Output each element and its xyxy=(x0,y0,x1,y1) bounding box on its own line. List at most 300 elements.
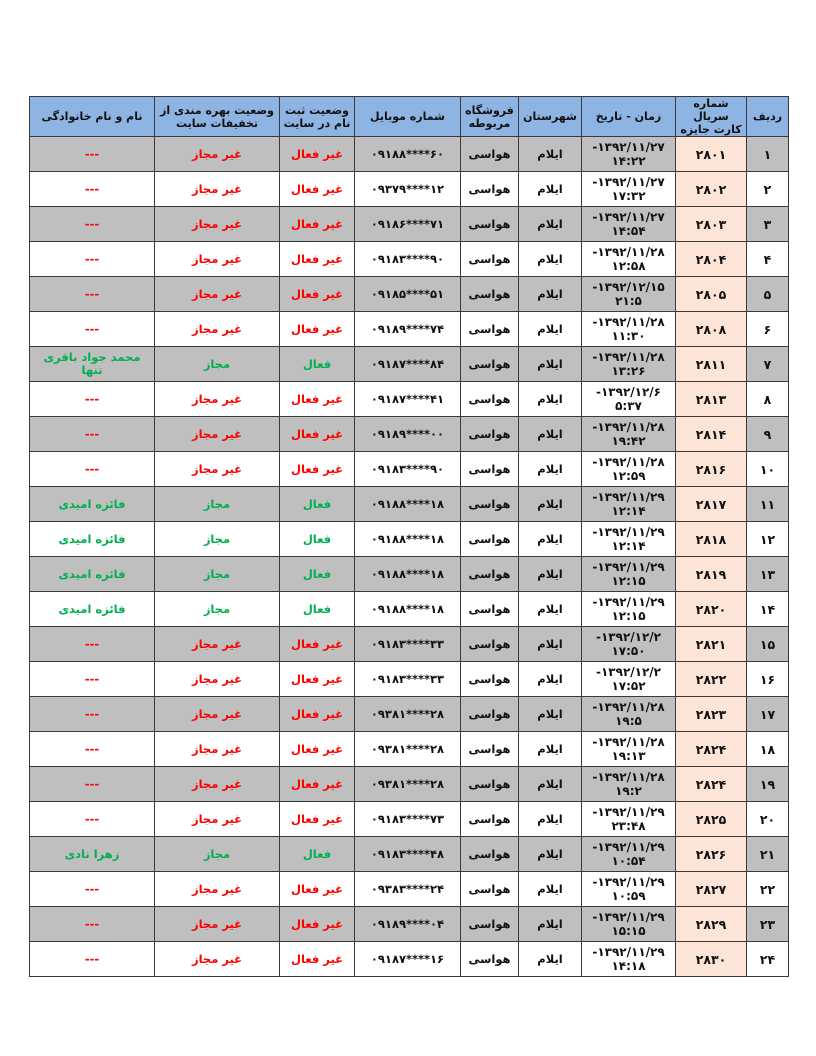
cell-mobile: ۰۹۱۸۹****۰۴ xyxy=(355,907,461,942)
cell-full-name: فائزه امیدی xyxy=(30,557,155,592)
cell-date: ۱۳۹۲/۱۱/۲۷- xyxy=(592,210,665,224)
cell-serial: ۲۸۱۹ xyxy=(676,557,747,592)
cell-registration-status: فعال xyxy=(280,837,355,872)
cell-serial: ۲۸۲۰ xyxy=(676,592,747,627)
cell-store: هواسی xyxy=(461,907,519,942)
cell-mobile: ۰۹۱۸۳****۷۳ xyxy=(355,802,461,837)
cell-time: ۱۳:۲۶ xyxy=(611,364,646,378)
cell-datetime xyxy=(582,312,676,347)
cell-full-name: فائزه امیدی xyxy=(30,592,155,627)
cell-mobile: ۰۹۳۷۹****۱۲ xyxy=(355,172,461,207)
cell-registration-status: غیر فعال xyxy=(280,627,355,662)
cell-time: ۱۷:۳۲ xyxy=(611,189,646,203)
cell-city: ایلام xyxy=(519,277,582,312)
cell-benefit-status: غیر مجاز xyxy=(155,452,280,487)
cell-date: ۱۳۹۲/۱۱/۲۹- xyxy=(592,840,665,854)
cell-registration-status: فعال xyxy=(280,347,355,382)
cell-serial: ۲۸۰۸ xyxy=(676,312,747,347)
table-row xyxy=(30,417,789,452)
cell-time: ۱۴:۲۲ xyxy=(611,154,646,168)
cell-datetime xyxy=(582,662,676,697)
header-row xyxy=(30,97,789,137)
table-row xyxy=(30,802,789,837)
cell-store: هواسی xyxy=(461,942,519,977)
cell-radif: ۷ xyxy=(747,347,789,382)
cell-serial: ۲۸۱۳ xyxy=(676,382,747,417)
table-row xyxy=(30,697,789,732)
cell-serial: ۲۸۱۴ xyxy=(676,417,747,452)
cell-registration-status: غیر فعال xyxy=(280,242,355,277)
cell-registration-status: غیر فعال xyxy=(280,207,355,242)
cell-mobile: ۰۹۱۸۹****۰۰ xyxy=(355,417,461,452)
cell-datetime xyxy=(582,242,676,277)
cell-datetime xyxy=(582,767,676,802)
cell-time: ۱۲:۱۵ xyxy=(611,574,646,588)
cell-registration-status: فعال xyxy=(280,592,355,627)
cell-serial: ۲۸۰۴ xyxy=(676,242,747,277)
cell-benefit-status: مجاز xyxy=(155,837,280,872)
cell-city: ایلام xyxy=(519,382,582,417)
cell-datetime xyxy=(582,592,676,627)
cell-store: هواسی xyxy=(461,312,519,347)
table-row xyxy=(30,627,789,662)
cell-mobile: ۰۹۱۸۸****۱۸ xyxy=(355,487,461,522)
cell-mobile: ۰۹۱۸۳****۹۰ xyxy=(355,452,461,487)
cell-date: ۱۳۹۲/۱۱/۲۷- xyxy=(592,140,665,154)
cell-mobile: ۰۹۱۸۵****۵۱ xyxy=(355,277,461,312)
cell-date: ۱۳۹۲/۱۱/۲۹- xyxy=(592,875,665,889)
cell-registration-status: غیر فعال xyxy=(280,697,355,732)
cell-store: هواسی xyxy=(461,172,519,207)
cell-radif: ۱۸ xyxy=(747,732,789,767)
cell-time: ۱۰:۵۹ xyxy=(611,889,646,903)
cell-datetime xyxy=(582,907,676,942)
cell-benefit-status: غیر مجاز xyxy=(155,907,280,942)
table-row xyxy=(30,557,789,592)
table-row xyxy=(30,767,789,802)
table-row xyxy=(30,487,789,522)
cell-date: ۱۳۹۲/۱۱/۲۸- xyxy=(592,700,665,714)
cell-time: ۱۲:۱۴ xyxy=(611,539,646,553)
cell-time: ۱۹:۲ xyxy=(615,784,642,798)
cell-benefit-status: مجاز xyxy=(155,487,280,522)
cell-date: ۱۳۹۲/۱۱/۲۸- xyxy=(592,455,665,469)
cell-radif: ۱۹ xyxy=(747,767,789,802)
cell-registration-status: غیر فعال xyxy=(280,662,355,697)
cell-time: ۱۲:۱۵ xyxy=(611,609,646,623)
cell-time: ۱۷:۵۰ xyxy=(611,644,646,658)
cell-benefit-status: غیر مجاز xyxy=(155,767,280,802)
cell-full-name: --- xyxy=(30,942,155,977)
cell-time: ۱۱:۳۰ xyxy=(611,329,646,343)
cell-benefit-status: غیر مجاز xyxy=(155,382,280,417)
cell-city: ایلام xyxy=(519,207,582,242)
cell-time: ۱۲:۵۹ xyxy=(611,469,646,483)
cell-store: هواسی xyxy=(461,382,519,417)
cell-date: ۱۳۹۲/۱۱/۲۸- xyxy=(592,770,665,784)
cell-benefit-status: غیر مجاز xyxy=(155,207,280,242)
cell-registration-status: غیر فعال xyxy=(280,452,355,487)
cell-benefit-status: غیر مجاز xyxy=(155,732,280,767)
cell-city: ایلام xyxy=(519,592,582,627)
table-body xyxy=(30,137,789,977)
cell-mobile: ۰۹۱۸۸****۱۸ xyxy=(355,592,461,627)
cell-store: هواسی xyxy=(461,697,519,732)
cell-full-name: --- xyxy=(30,732,155,767)
cell-radif: ۹ xyxy=(747,417,789,452)
cell-mobile: ۰۹۳۸۱****۲۸ xyxy=(355,697,461,732)
cell-mobile: ۰۹۱۸۶****۷۱ xyxy=(355,207,461,242)
header-datetime: زمان - تاریخ xyxy=(582,97,676,137)
cell-store: هواسی xyxy=(461,802,519,837)
cell-datetime xyxy=(582,697,676,732)
cell-date: ۱۳۹۲/۱۱/۲۸- xyxy=(592,350,665,364)
cell-time: ۱۲:۱۴ xyxy=(611,504,646,518)
cell-date: ۱۳۹۲/۱۱/۲۷- xyxy=(592,175,665,189)
cell-time: ۱۹:۱۳ xyxy=(611,749,646,763)
cell-date: ۱۳۹۲/۱۱/۲۹- xyxy=(592,490,665,504)
table-row xyxy=(30,732,789,767)
cell-store: هواسی xyxy=(461,417,519,452)
cell-registration-status: غیر فعال xyxy=(280,907,355,942)
cell-mobile: ۰۹۱۸۸****۱۸ xyxy=(355,557,461,592)
cell-city: ایلام xyxy=(519,347,582,382)
header-benefit-status: وضعیت بهره مندی از تخفیفات سایت xyxy=(155,97,280,137)
cell-store: هواسی xyxy=(461,662,519,697)
cell-city: ایلام xyxy=(519,522,582,557)
cell-date: ۱۳۹۲/۱۱/۲۹- xyxy=(592,945,665,959)
header-registration-status: وضعیت ثبت نام در سایت xyxy=(280,97,355,137)
cell-serial: ۲۸۰۲ xyxy=(676,172,747,207)
table-row xyxy=(30,277,789,312)
cell-radif: ۱۵ xyxy=(747,627,789,662)
cell-datetime xyxy=(582,207,676,242)
cell-store: هواسی xyxy=(461,522,519,557)
cell-benefit-status: غیر مجاز xyxy=(155,137,280,172)
cell-radif: ۳ xyxy=(747,207,789,242)
cell-datetime xyxy=(582,557,676,592)
cell-radif: ۱۷ xyxy=(747,697,789,732)
header-city: شهرستان xyxy=(519,97,582,137)
cell-city: ایلام xyxy=(519,627,582,662)
cell-full-name: --- xyxy=(30,662,155,697)
cell-benefit-status: غیر مجاز xyxy=(155,802,280,837)
cell-mobile: ۰۹۱۸۷****۱۶ xyxy=(355,942,461,977)
cell-datetime xyxy=(582,417,676,452)
cell-store: هواسی xyxy=(461,592,519,627)
cell-date: ۱۳۹۲/۱۱/۲۹- xyxy=(592,910,665,924)
table-row xyxy=(30,347,789,382)
table-row xyxy=(30,592,789,627)
prize-card-table-container xyxy=(29,96,788,977)
cell-city: ایلام xyxy=(519,872,582,907)
cell-date: ۱۳۹۲/۱۲/۲- xyxy=(595,665,662,679)
cell-benefit-status: غیر مجاز xyxy=(155,417,280,452)
table-row xyxy=(30,207,789,242)
cell-radif: ۲۲ xyxy=(747,872,789,907)
cell-store: هواسی xyxy=(461,277,519,312)
table-row xyxy=(30,137,789,172)
cell-serial: ۲۸۱۶ xyxy=(676,452,747,487)
cell-store: هواسی xyxy=(461,872,519,907)
table-row xyxy=(30,942,789,977)
cell-registration-status: فعال xyxy=(280,557,355,592)
cell-datetime xyxy=(582,627,676,662)
cell-registration-status: غیر فعال xyxy=(280,802,355,837)
cell-full-name: --- xyxy=(30,767,155,802)
cell-full-name: --- xyxy=(30,242,155,277)
cell-mobile: ۰۹۱۸۳****۴۸ xyxy=(355,837,461,872)
cell-date: ۱۳۹۲/۱۱/۲۸- xyxy=(592,735,665,749)
cell-registration-status: غیر فعال xyxy=(280,382,355,417)
cell-mobile: ۰۹۱۸۸****۶۰ xyxy=(355,137,461,172)
cell-mobile: ۰۹۱۸۳****۹۰ xyxy=(355,242,461,277)
header-full-name: نام و نام خانوادگی xyxy=(30,97,155,137)
cell-full-name: --- xyxy=(30,312,155,347)
table-row xyxy=(30,662,789,697)
header-mobile: شماره موبایل xyxy=(355,97,461,137)
cell-serial: ۲۸۰۵ xyxy=(676,277,747,312)
cell-benefit-status: مجاز xyxy=(155,592,280,627)
cell-city: ایلام xyxy=(519,487,582,522)
cell-store: هواسی xyxy=(461,627,519,662)
cell-date: ۱۳۹۲/۱۱/۲۹- xyxy=(592,525,665,539)
cell-radif: ۲۱ xyxy=(747,837,789,872)
cell-registration-status: غیر فعال xyxy=(280,872,355,907)
cell-datetime xyxy=(582,732,676,767)
cell-registration-status: غیر فعال xyxy=(280,767,355,802)
cell-registration-status: غیر فعال xyxy=(280,417,355,452)
cell-city: ایلام xyxy=(519,452,582,487)
cell-datetime xyxy=(582,487,676,522)
cell-time: ۱۲:۵۸ xyxy=(611,259,646,273)
cell-radif: ۸ xyxy=(747,382,789,417)
cell-mobile: ۰۹۱۸۷****۸۴ xyxy=(355,347,461,382)
cell-city: ایلام xyxy=(519,767,582,802)
cell-city: ایلام xyxy=(519,137,582,172)
cell-date: ۱۳۹۲/۱۲/۲- xyxy=(595,630,662,644)
cell-full-name: --- xyxy=(30,907,155,942)
cell-city: ایلام xyxy=(519,172,582,207)
cell-city: ایلام xyxy=(519,312,582,347)
cell-store: هواسی xyxy=(461,452,519,487)
cell-mobile: ۰۹۱۸۸****۱۸ xyxy=(355,522,461,557)
cell-datetime xyxy=(582,872,676,907)
cell-store: هواسی xyxy=(461,137,519,172)
cell-serial: ۲۸۲۳ xyxy=(676,697,747,732)
header-radif: ردیف xyxy=(747,97,789,137)
cell-radif: ۱۰ xyxy=(747,452,789,487)
table-row xyxy=(30,522,789,557)
cell-city: ایلام xyxy=(519,557,582,592)
cell-serial: ۲۸۱۷ xyxy=(676,487,747,522)
cell-city: ایلام xyxy=(519,732,582,767)
cell-benefit-status: غیر مجاز xyxy=(155,872,280,907)
cell-full-name: فائزه امیدی xyxy=(30,487,155,522)
cell-serial: ۲۸۰۳ xyxy=(676,207,747,242)
header-serial: شماره سریال کارت جایزه xyxy=(676,97,747,137)
cell-store: هواسی xyxy=(461,732,519,767)
cell-serial: ۲۸۱۱ xyxy=(676,347,747,382)
cell-city: ایلام xyxy=(519,417,582,452)
cell-store: هواسی xyxy=(461,207,519,242)
cell-radif: ۲ xyxy=(747,172,789,207)
cell-time: ۱۹:۵ xyxy=(615,714,642,728)
cell-full-name: --- xyxy=(30,382,155,417)
cell-full-name: --- xyxy=(30,872,155,907)
cell-radif: ۲۳ xyxy=(747,907,789,942)
table-header xyxy=(30,97,789,137)
cell-datetime xyxy=(582,942,676,977)
cell-full-name: --- xyxy=(30,277,155,312)
cell-city: ایلام xyxy=(519,662,582,697)
cell-datetime xyxy=(582,522,676,557)
cell-full-name: فائزه امیدی xyxy=(30,522,155,557)
cell-time: ۱۴:۵۴ xyxy=(611,224,646,238)
cell-full-name: --- xyxy=(30,697,155,732)
cell-full-name: --- xyxy=(30,172,155,207)
cell-serial: ۲۸۲۱ xyxy=(676,627,747,662)
cell-mobile: ۰۹۳۸۱****۲۸ xyxy=(355,732,461,767)
cell-time: ۱۵:۱۵ xyxy=(611,924,646,938)
cell-radif: ۶ xyxy=(747,312,789,347)
cell-date: ۱۳۹۲/۱۲/۱۵- xyxy=(592,280,665,294)
cell-store: هواسی xyxy=(461,767,519,802)
table-row xyxy=(30,242,789,277)
cell-radif: ۱۶ xyxy=(747,662,789,697)
cell-mobile: ۰۹۳۸۳****۲۴ xyxy=(355,872,461,907)
cell-datetime xyxy=(582,837,676,872)
cell-serial: ۲۸۲۹ xyxy=(676,907,747,942)
cell-benefit-status: مجاز xyxy=(155,347,280,382)
cell-benefit-status: غیر مجاز xyxy=(155,312,280,347)
cell-datetime xyxy=(582,452,676,487)
table-row xyxy=(30,172,789,207)
cell-mobile: ۰۹۱۸۹****۷۴ xyxy=(355,312,461,347)
cell-datetime xyxy=(582,172,676,207)
cell-full-name: --- xyxy=(30,452,155,487)
cell-date: ۱۳۹۲/۱۱/۲۹- xyxy=(592,595,665,609)
cell-city: ایلام xyxy=(519,837,582,872)
cell-datetime xyxy=(582,347,676,382)
cell-date: ۱۳۹۲/۱۱/۲۹- xyxy=(592,560,665,574)
cell-datetime xyxy=(582,137,676,172)
cell-serial: ۲۸۲۲ xyxy=(676,662,747,697)
cell-serial: ۲۸۲۴ xyxy=(676,767,747,802)
cell-store: هواسی xyxy=(461,347,519,382)
table-row xyxy=(30,837,789,872)
cell-full-name: --- xyxy=(30,137,155,172)
cell-datetime xyxy=(582,277,676,312)
cell-radif: ۱۱ xyxy=(747,487,789,522)
cell-serial: ۲۸۲۶ xyxy=(676,837,747,872)
cell-time: ۱۴:۱۸ xyxy=(611,959,646,973)
cell-radif: ۱۴ xyxy=(747,592,789,627)
cell-serial: ۲۸۱۸ xyxy=(676,522,747,557)
table-row xyxy=(30,312,789,347)
cell-city: ایلام xyxy=(519,907,582,942)
cell-city: ایلام xyxy=(519,942,582,977)
cell-serial: ۲۸۳۰ xyxy=(676,942,747,977)
cell-date: ۱۳۹۲/۱۱/۲۸- xyxy=(592,315,665,329)
cell-full-name: --- xyxy=(30,417,155,452)
cell-benefit-status: مجاز xyxy=(155,522,280,557)
cell-full-name: --- xyxy=(30,802,155,837)
cell-benefit-status: غیر مجاز xyxy=(155,172,280,207)
cell-registration-status: غیر فعال xyxy=(280,172,355,207)
cell-full-name: زهرا نادی xyxy=(30,837,155,872)
cell-store: هواسی xyxy=(461,242,519,277)
cell-full-name: --- xyxy=(30,207,155,242)
cell-serial: ۲۸۲۵ xyxy=(676,802,747,837)
cell-registration-status: غیر فعال xyxy=(280,137,355,172)
cell-city: ایلام xyxy=(519,697,582,732)
cell-serial: ۲۸۰۱ xyxy=(676,137,747,172)
cell-registration-status: فعال xyxy=(280,522,355,557)
cell-radif: ۲۰ xyxy=(747,802,789,837)
cell-date: ۱۳۹۲/۱۱/۲۸- xyxy=(592,420,665,434)
cell-radif: ۱۳ xyxy=(747,557,789,592)
cell-time: ۲۱:۵ xyxy=(615,294,642,308)
cell-benefit-status: غیر مجاز xyxy=(155,662,280,697)
table-row xyxy=(30,382,789,417)
prize-card-table xyxy=(29,96,789,977)
cell-serial: ۲۸۲۷ xyxy=(676,872,747,907)
cell-store: هواسی xyxy=(461,837,519,872)
cell-store: هواسی xyxy=(461,557,519,592)
cell-radif: ۵ xyxy=(747,277,789,312)
cell-radif: ۴ xyxy=(747,242,789,277)
header-store: فروشگاه مربوطه xyxy=(461,97,519,137)
cell-time: ۱۷:۵۲ xyxy=(611,679,646,693)
cell-registration-status: فعال xyxy=(280,487,355,522)
cell-time: ۱۰:۵۴ xyxy=(611,854,646,868)
cell-benefit-status: غیر مجاز xyxy=(155,697,280,732)
cell-time: ۵:۳۷ xyxy=(615,399,642,413)
cell-city: ایلام xyxy=(519,802,582,837)
cell-date: ۱۳۹۲/۱۱/۲۹- xyxy=(592,805,665,819)
cell-benefit-status: غیر مجاز xyxy=(155,277,280,312)
cell-date: ۱۳۹۲/۱۱/۲۸- xyxy=(592,245,665,259)
cell-mobile: ۰۹۱۸۳****۳۳ xyxy=(355,662,461,697)
cell-registration-status: غیر فعال xyxy=(280,277,355,312)
table-row xyxy=(30,907,789,942)
cell-radif: ۲۴ xyxy=(747,942,789,977)
table-row xyxy=(30,872,789,907)
cell-serial: ۲۸۲۴ xyxy=(676,732,747,767)
cell-registration-status: غیر فعال xyxy=(280,942,355,977)
cell-registration-status: غیر فعال xyxy=(280,732,355,767)
cell-date: ۱۳۹۲/۱۲/۶- xyxy=(595,385,662,399)
table-row xyxy=(30,452,789,487)
cell-full-name: محمد جواد باقری تنها xyxy=(30,347,155,382)
cell-benefit-status: غیر مجاز xyxy=(155,942,280,977)
cell-benefit-status: مجاز xyxy=(155,557,280,592)
cell-time: ۲۳:۴۸ xyxy=(611,819,646,833)
cell-benefit-status: غیر مجاز xyxy=(155,627,280,662)
cell-registration-status: غیر فعال xyxy=(280,312,355,347)
cell-time: ۱۹:۴۲ xyxy=(611,434,646,448)
cell-mobile: ۰۹۱۸۳****۳۳ xyxy=(355,627,461,662)
cell-mobile: ۰۹۳۸۱****۲۸ xyxy=(355,767,461,802)
cell-store: هواسی xyxy=(461,487,519,522)
cell-datetime xyxy=(582,382,676,417)
cell-full-name: --- xyxy=(30,627,155,662)
cell-radif: ۱۲ xyxy=(747,522,789,557)
cell-mobile: ۰۹۱۸۷****۴۱ xyxy=(355,382,461,417)
cell-datetime xyxy=(582,802,676,837)
cell-city: ایلام xyxy=(519,242,582,277)
